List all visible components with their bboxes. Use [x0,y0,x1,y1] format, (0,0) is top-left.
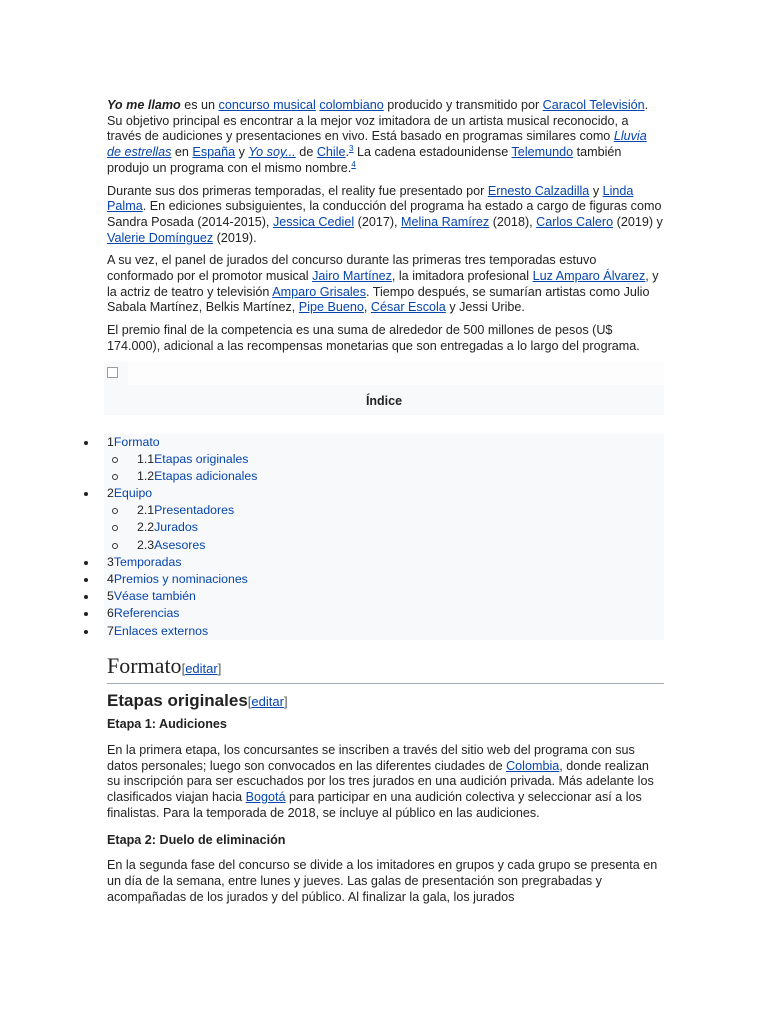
text-span: , [363,300,371,315]
text-span: es un [180,98,219,112]
toc-item[interactable] [104,468,664,485]
text-span: . En ediciones subsiguientes, la conducción del programa ha estado a cargo de figuras como Sandra Posada (2014-2015), [107,199,662,229]
text-span: y Jessi Uribe. [445,300,525,315]
text-span: (2018), [489,214,537,229]
etapa-2-paragraph: En la segunda fase del concurso se divide a los imitadores en grupos y cada grupo se presenta en un día de la semana, entre lunes y jueves. Las galas de presentación son pregrabadas y acompañadas de los jurados y del público. Al finalizar la gala, los jurados [107,858,658,904]
text-span: y [235,145,249,160]
toc-spacer [104,415,664,434]
toc-item-label[interactable]: Presentadores [154,503,235,518]
text-span: en [171,145,193,160]
article-title-bold: Yo me llamo [107,98,181,112]
subheading-etapa-2: Etapa 2: Duelo de eliminación [107,833,286,848]
toc-title: Índice [365,393,403,408]
reference-4[interactable]: 4 [351,159,356,169]
toc-item[interactable] [104,451,664,468]
toc-item[interactable] [104,554,664,571]
link-carlos-calero[interactable]: Carlos Calero [536,214,614,229]
text-span: , donde realizan su inscripción para ser escuchados por los tres jurados en una audición privada. Más adelante los clasificados viajan hacia [107,758,654,804]
toc-item-label[interactable]: Etapas originales [154,451,249,466]
heading-text: Formato [107,652,182,678]
section-heading-etapas-originales [107,691,664,712]
link-caracol-television[interactable]: Caracol Televisión [542,98,645,112]
toc-item-label[interactable]: Formato [113,434,160,449]
link-valerie-dominguez[interactable]: Valerie Domínguez [107,230,214,245]
link-jessica-cediel[interactable]: Jessica Cediel [272,214,355,229]
text-span: (2017), [354,214,402,229]
bracket: ] [217,660,222,676]
toc-item-number[interactable]: 2.3 [137,537,155,552]
toc-item-label[interactable]: Temporadas [113,554,182,569]
toc-toggle-checkbox[interactable] [107,367,118,378]
text-span: En la primera etapa, los concursantes se inscriben a través del sitio web del programa con sus datos personales; luego son convocados en las diferentes ciudades de [107,742,635,773]
toc-toggle-area [128,362,664,385]
text-span: Durante sus dos primeras temporadas, el reality fue presentado por [107,183,488,198]
intro-paragraph-1 [107,98,664,177]
link-linda-palma[interactable]: Linda Palma [107,183,634,214]
link-amparo-grisales[interactable]: Amparo Grisales [272,284,366,299]
intro-paragraph-4: El premio final de la competencia es una suma de alrededor de 500 millones de pesos (U$ 174.000), adicional a las recompensas monetarias que son entregadas a lo largo del programa. [107,323,640,353]
edit-section [248,694,288,709]
link-concurso-musical[interactable]: concurso musical [218,98,316,112]
toc-item-label[interactable]: Premios y nominaciones [113,572,248,587]
toc-item-label[interactable]: Véase también [113,589,196,604]
toc-item-number[interactable]: 5 [107,589,114,604]
text-span: también produjo un programa con el mismo nombre. [107,145,622,175]
toc-item-label[interactable]: Enlaces externos [113,623,209,638]
toc-item-number[interactable]: 2.2 [137,520,155,535]
text-span: (2019) y [613,214,663,229]
text-span: y [589,183,603,198]
text-span: La cadena estadounidense [353,145,512,160]
toc-item[interactable] [104,519,664,536]
intro-paragraph-3 [107,253,664,316]
toc-item-number[interactable]: 1.2 [137,468,155,483]
edit-section [182,661,222,676]
etapa-1-paragraph [107,743,664,822]
toc-item-number[interactable]: 7 [107,623,114,638]
text-span: . Su objetivo principal es encontrar a la mejor voz imitadora de un artista musical reconocido, a través de audiciones y presentaciones en vivo. Está basado en programas similares como [107,98,649,144]
link-yo-soy[interactable] [248,145,295,159]
text-span: producido y transmitido por [383,98,543,112]
toc-item-number[interactable]: 6 [107,606,114,621]
text-span: . Tiempo después, se sumarían artistas como Julio Sabala Martínez, Belkis Martínez, [107,284,650,315]
link-telemundo[interactable]: Telemundo [511,145,574,160]
toc-item[interactable] [104,605,664,622]
link-bogota[interactable]: Bogotá [245,789,286,804]
toc-item-label[interactable]: Equipo [113,486,153,501]
text-span: , y la actriz de teatro y televisión [107,269,659,299]
reference-3[interactable]: 3 [349,143,354,153]
toc-item-number[interactable]: 2.1 [137,503,155,518]
toc-item-number[interactable]: 1 [107,434,114,449]
heading-text: Etapas originales [107,690,248,710]
toc-item[interactable] [104,571,664,588]
text-span: , la imitadora profesional [391,269,533,284]
link-pipe-bueno[interactable]: Pipe Bueno [298,300,364,315]
toc-item-number[interactable]: 4 [107,572,114,587]
toc-item-label[interactable]: Jurados [154,520,198,535]
text-span: de [295,145,317,160]
link-ernesto-calzadilla[interactable]: Ernesto Calzadilla [487,183,590,198]
link-luz-amparo-alvarez[interactable]: Luz Amparo Álvarez [532,269,646,284]
link-chile[interactable]: Chile [316,145,346,160]
toc-list [104,434,664,640]
link-text[interactable]: Yo soy... [248,145,296,160]
edit-link-etapas-originales[interactable]: editar [251,693,284,709]
toc-item[interactable] [104,485,664,502]
link-text[interactable]: Lluvia de estrellas [107,129,647,160]
bracket: [ [181,660,186,676]
bracket: [ [247,693,252,709]
link-jairo-martinez[interactable]: Jairo Martínez [312,269,392,284]
toc-item[interactable] [104,588,664,605]
intro-paragraph-2 [107,184,664,247]
bracket: ] [283,693,288,709]
subheading-etapa-1: Etapa 1: Audiciones [107,716,227,731]
toc-item[interactable] [104,623,664,640]
toc-item-label[interactable]: Referencias [113,606,180,621]
text-span: A su vez, el panel de jurados del concurso durante las primeras tres temporadas estuvo conformado por el promotor musical [107,253,597,284]
link-cesar-escola[interactable]: César Escola [370,300,446,315]
table-of-contents [104,362,664,415]
edit-link-formato[interactable]: editar [185,660,218,676]
toc-item-label[interactable]: Etapas adicionales [154,468,258,483]
link-colombia[interactable]: Colombia [506,758,560,773]
link-colombiano[interactable]: colombiano [319,98,384,112]
toc-item-label[interactable]: Asesores [154,537,206,552]
toc-item-number[interactable]: 2 [107,486,114,501]
toc-item[interactable] [104,502,664,519]
text-span: para participar en una audición colectiva y seleccionar así a los finalistas. Para la temporada de 2018, se incluye al público en las audiciones. [107,789,642,820]
toc-item[interactable] [104,434,664,451]
toc-item-number[interactable]: 1.1 [137,451,155,466]
text-span: . [345,145,350,160]
section-heading-formato [107,653,664,684]
text-span: (2019). [213,230,257,245]
toc-item[interactable] [104,537,664,554]
article-content [107,98,664,912]
toc-toggle-row [104,362,664,385]
toc-item-number[interactable]: 3 [107,554,114,569]
link-melina-ramirez[interactable]: Melina Ramírez [401,214,490,229]
link-espana[interactable]: España [192,145,236,160]
